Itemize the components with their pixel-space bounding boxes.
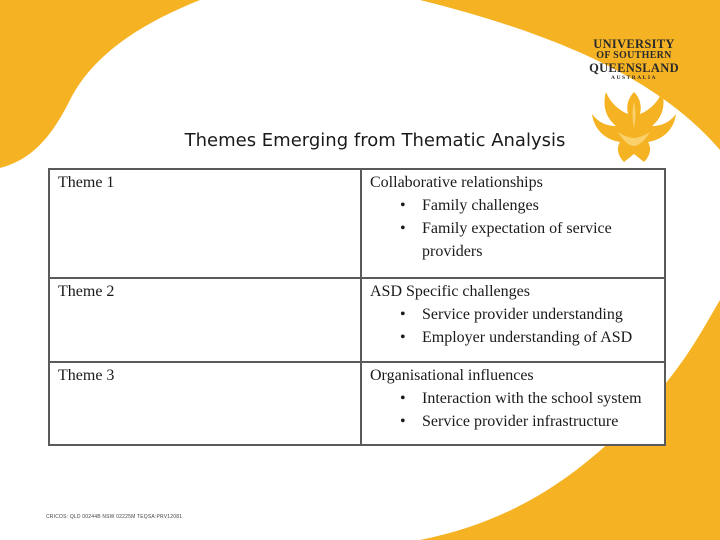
theme-heading: Collaborative relationships [370, 174, 543, 191]
logo-line-queensland: QUEENSLAND [589, 61, 679, 75]
university-logo [584, 38, 684, 166]
list-item: • Interaction with the school system [400, 387, 656, 410]
list-item: • Family expectation of service providers [400, 217, 656, 263]
themes-table [48, 168, 666, 446]
theme-points [370, 303, 656, 349]
theme-label: Theme 3 [49, 362, 361, 445]
table-row [49, 362, 665, 445]
phoenix-icon [588, 84, 680, 166]
list-item: • Service provider infrastructure [400, 410, 656, 433]
theme-detail [361, 278, 665, 361]
logo-line-university: UNIVERSITY [593, 37, 675, 51]
cricos-footer: CRICOS: QLD 00244B NSW 02225M TEQSA:PRV12081 [46, 514, 183, 520]
logo-line-of-southern: OF SOUTHERN [596, 50, 672, 61]
list-item: • Family challenges [400, 194, 656, 217]
theme-points [370, 387, 656, 433]
theme-points [370, 194, 656, 263]
theme-label: Theme 1 [49, 169, 361, 278]
theme-label: Theme 2 [49, 278, 361, 361]
logo-line-australia: AUSTRALIA [611, 75, 657, 81]
table-row [49, 169, 665, 278]
theme-detail [361, 169, 665, 278]
theme-detail [361, 362, 665, 445]
list-item: • Service provider understanding [400, 303, 656, 326]
list-item: • Employer understanding of ASD [400, 326, 656, 349]
slide-title: Themes Emerging from Thematic Analysis [184, 130, 566, 151]
theme-heading: ASD Specific challenges [370, 283, 530, 301]
table-row [49, 278, 665, 361]
theme-heading: Organisational influences [370, 366, 534, 384]
